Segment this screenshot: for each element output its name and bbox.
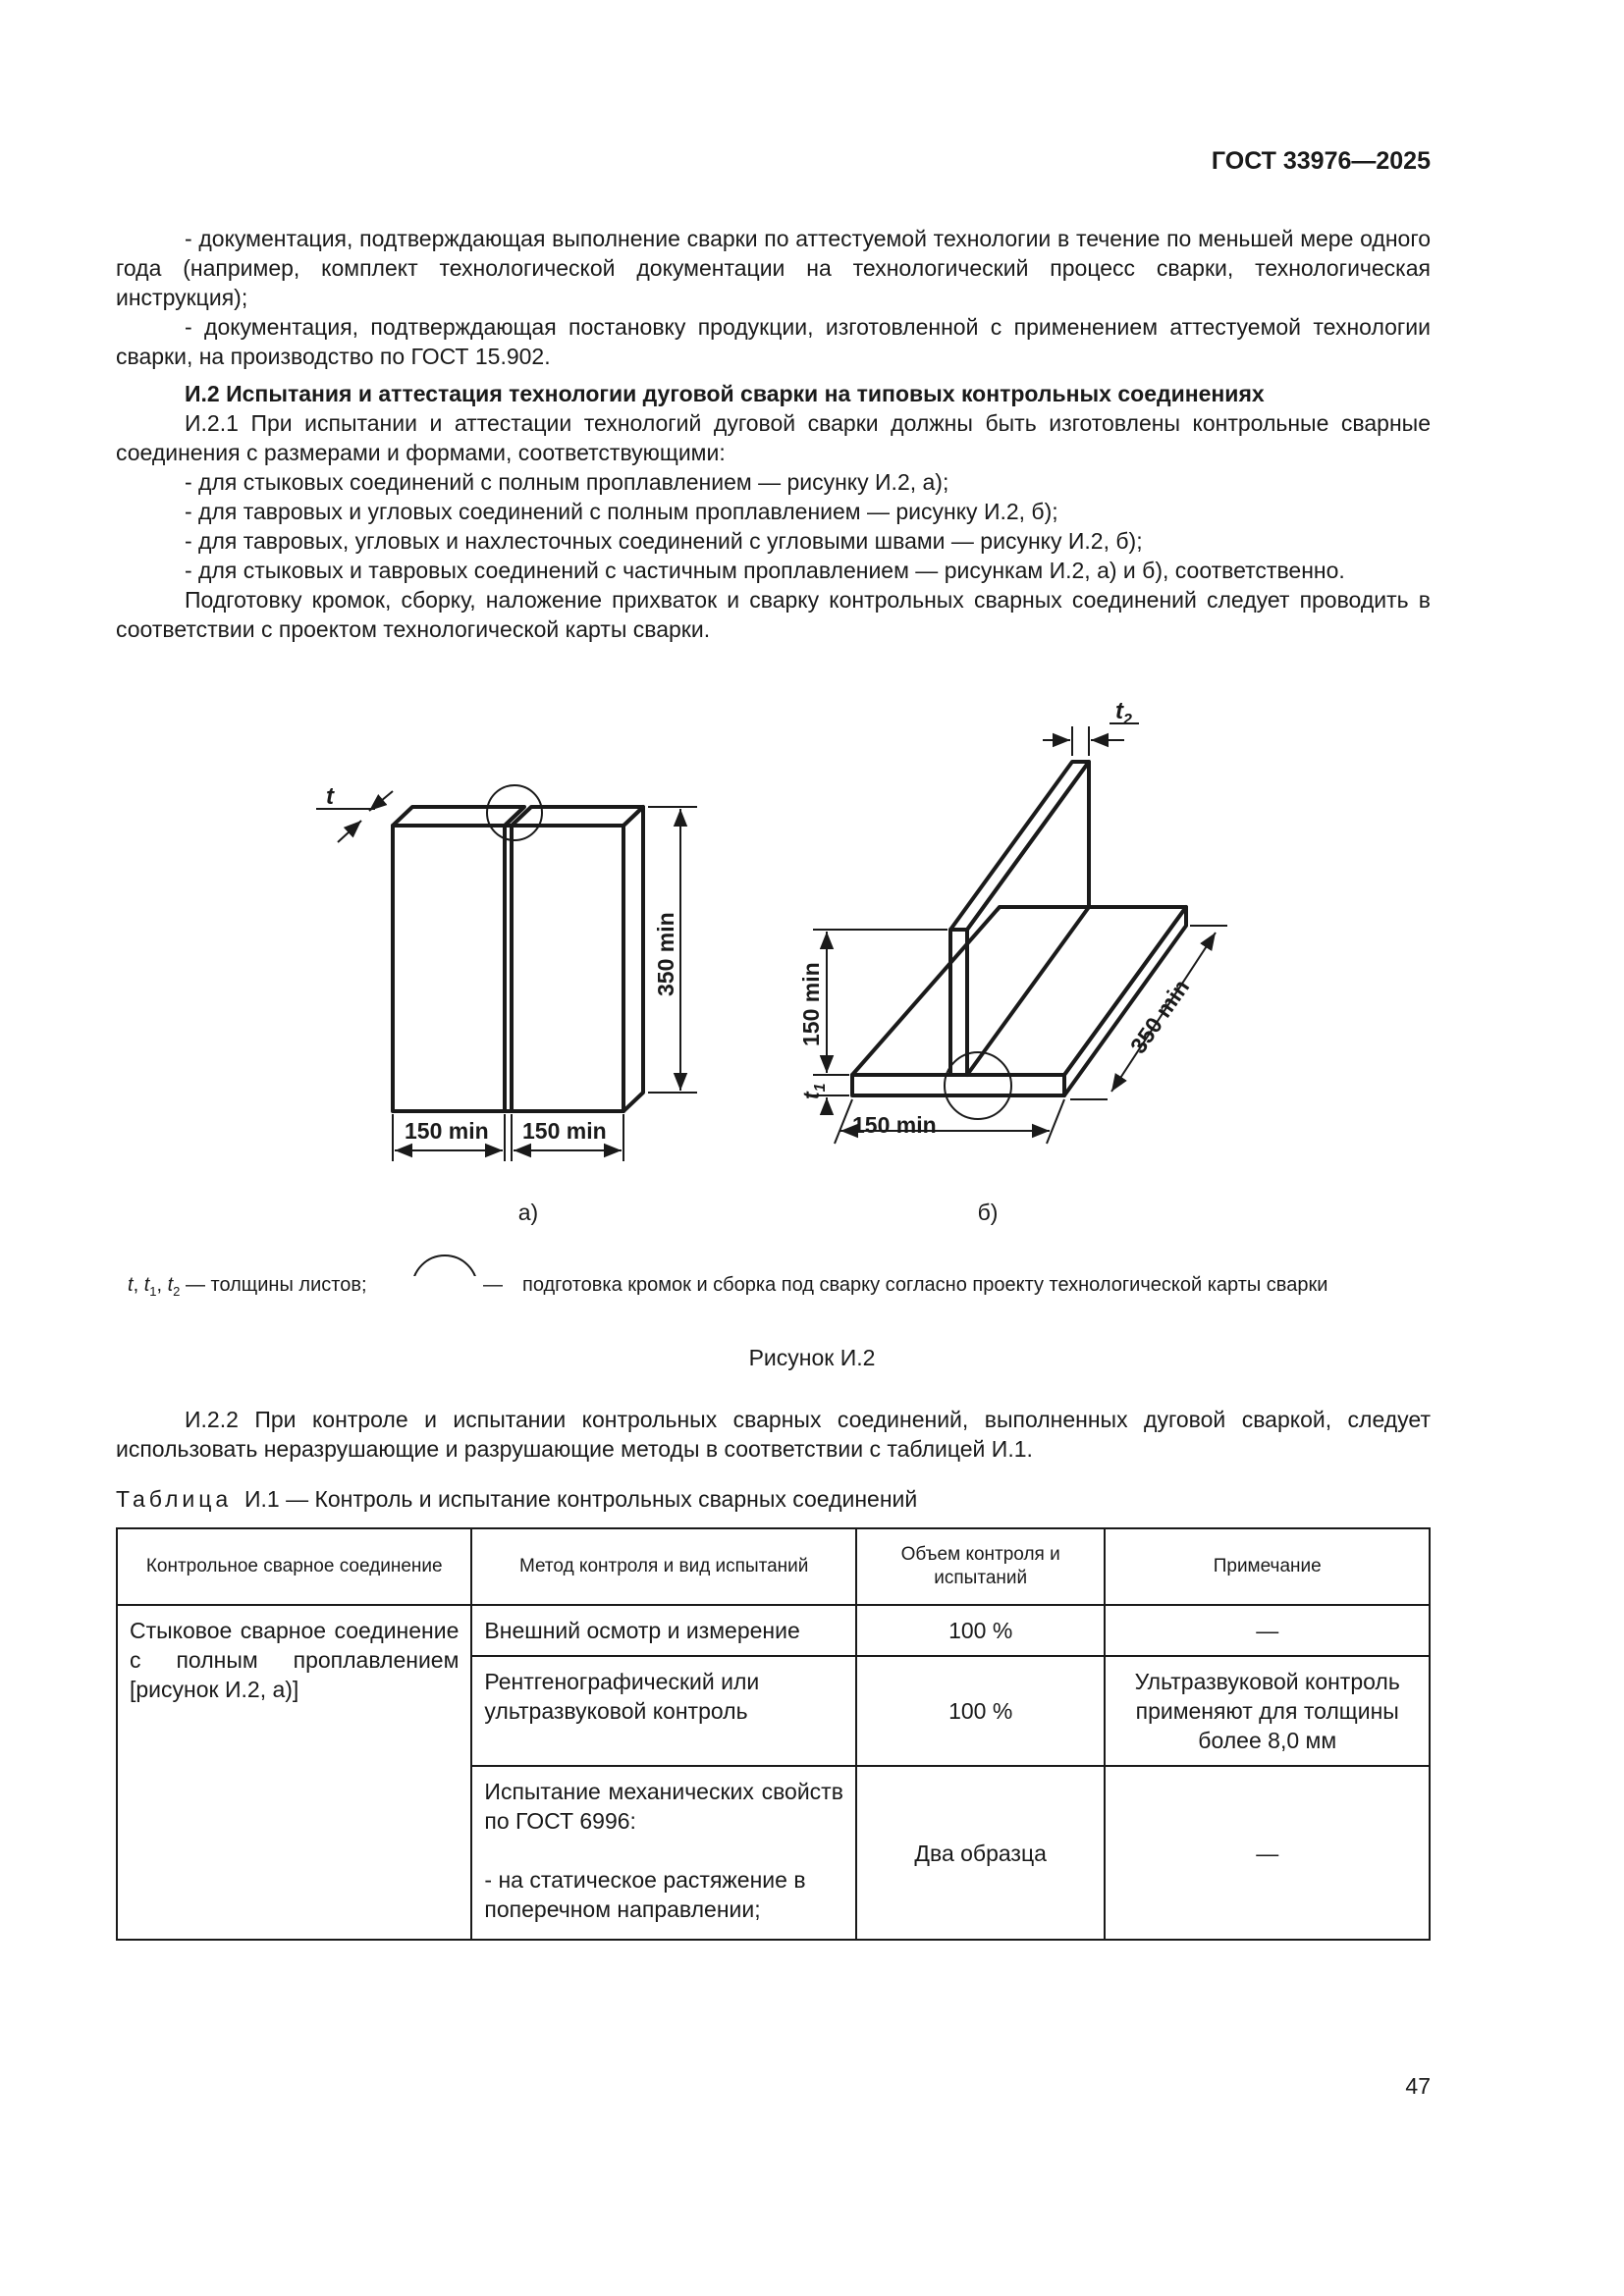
note-cell: Ультразвуковой контроль применяют для толщины более 8,0 мм [1105, 1656, 1430, 1766]
volume-cell: 100 % [856, 1605, 1106, 1656]
method-cell: Рентгенографический или ультразвуковой контроль [471, 1656, 856, 1766]
volume-cell: Два образца [856, 1766, 1106, 1940]
dim-150-left: 150 min [405, 1118, 489, 1144]
paragraph: И.2.2 При контроле и испытании контрольных сварных соединений, выполненных дуговой сваркой, следует использовать неразрушающие и разрушающие методы в соответствии с таблицей И.1. [116, 1407, 1431, 1462]
paragraph: Подготовку кромок, сборку, наложение прихваток и сварку контрольных сварных соединений следует проводить в соответствии с проектом технологической карты сварки. [116, 587, 1431, 642]
note-cell: — [1105, 1766, 1430, 1940]
dim-t: t [326, 783, 334, 810]
method-cell: Внешний осмотр и измерение [471, 1605, 856, 1656]
dim-150-vertical: 150 min [798, 962, 824, 1046]
table-header: Примечание [1105, 1528, 1430, 1605]
paragraph: - документация, подтверждающая постановку продукции, изготовленной с применением аттестуемой технологии сварки, на производство по ГОСТ 15.902. [116, 314, 1431, 369]
butt-joint-drawing [393, 807, 643, 1111]
table-header-row [117, 1528, 1430, 1605]
joint-cell: Стыковое сварное соединение с полным проплавлением [рисунок И.2, а)] [117, 1605, 471, 1940]
table-header: Метод контроля и вид испытаний [471, 1528, 856, 1605]
dim-t2: $t_2$ [1115, 698, 1132, 728]
dim-150-horizontal: 150 min [852, 1112, 937, 1138]
table-header: Объем контроля и испытаний [856, 1528, 1106, 1605]
control-table [116, 1527, 1431, 1941]
legend-thickness: t, $t_1$, $t_2$ — толщины листов; [128, 1274, 367, 1299]
legend-dash: — [483, 1274, 503, 1296]
legend-circle-icon [412, 1255, 477, 1276]
list-item: - для стыковых и тавровых соединений с частичным проплавлением — рисункам И.2, а) и б), соответственно. [185, 558, 1345, 583]
note-cell: — [1105, 1605, 1430, 1656]
table-header: Контрольное сварное соединение [117, 1528, 471, 1605]
figure-label-b: б) [977, 1200, 999, 1225]
paragraph: И.2.1 При испытании и аттестации технологий дуговой сварки должны быть изготовлены контрольные сварные соединения с размерами и формами, соответствующими: [116, 410, 1431, 465]
standard-designation: ГОСТ 33976—2025 [1211, 147, 1431, 175]
section-title: И.2 Испытания и аттестация технологии дуговой сварки на типовых контрольных соединениях [185, 381, 1265, 406]
list-item: - для тавровых, угловых и нахлесточных соединений с угловыми швами — рисунку И.2, б); [185, 528, 1143, 554]
figure-label-a: а) [517, 1200, 539, 1225]
dim-t1: $t_1$ [798, 1083, 829, 1099]
method-cell: Испытание механических свойств по ГОСТ 6996: - на статическое растяжение в поперечном направлении; [471, 1766, 856, 1940]
page-number: 47 [1405, 2073, 1431, 2099]
edge-prep-circle [487, 785, 542, 840]
figure-caption: Рисунок И.2 [748, 1345, 876, 1370]
table-title: Таблица И.1 — Контроль и испытание контрольных сварных соединений [116, 1486, 918, 1512]
list-item: - для тавровых и угловых соединений с полным проплавлением — рисунку И.2, б); [185, 499, 1058, 524]
table-row [117, 1605, 1430, 1656]
legend-edge-prep: подготовка кромок и сборка под сварку согласно проекту технологической карты сварки [522, 1274, 1328, 1296]
dim-350-vertical: 350 min [653, 912, 678, 996]
dim-150-right: 150 min [522, 1118, 607, 1144]
paragraph: - документация, подтверждающая выполнение сварки по аттестуемой технологии в течение по меньшей мере одного года (например, комплект технологической документации на технологический процесс сварки, технологическая инструкция); [116, 226, 1431, 310]
volume-cell: 100 % [856, 1656, 1106, 1766]
list-item: - для стыковых соединений с полным проплавлением — рисунку И.2, а); [185, 469, 949, 495]
dim-350-diagonal: 350 min [1124, 974, 1195, 1058]
